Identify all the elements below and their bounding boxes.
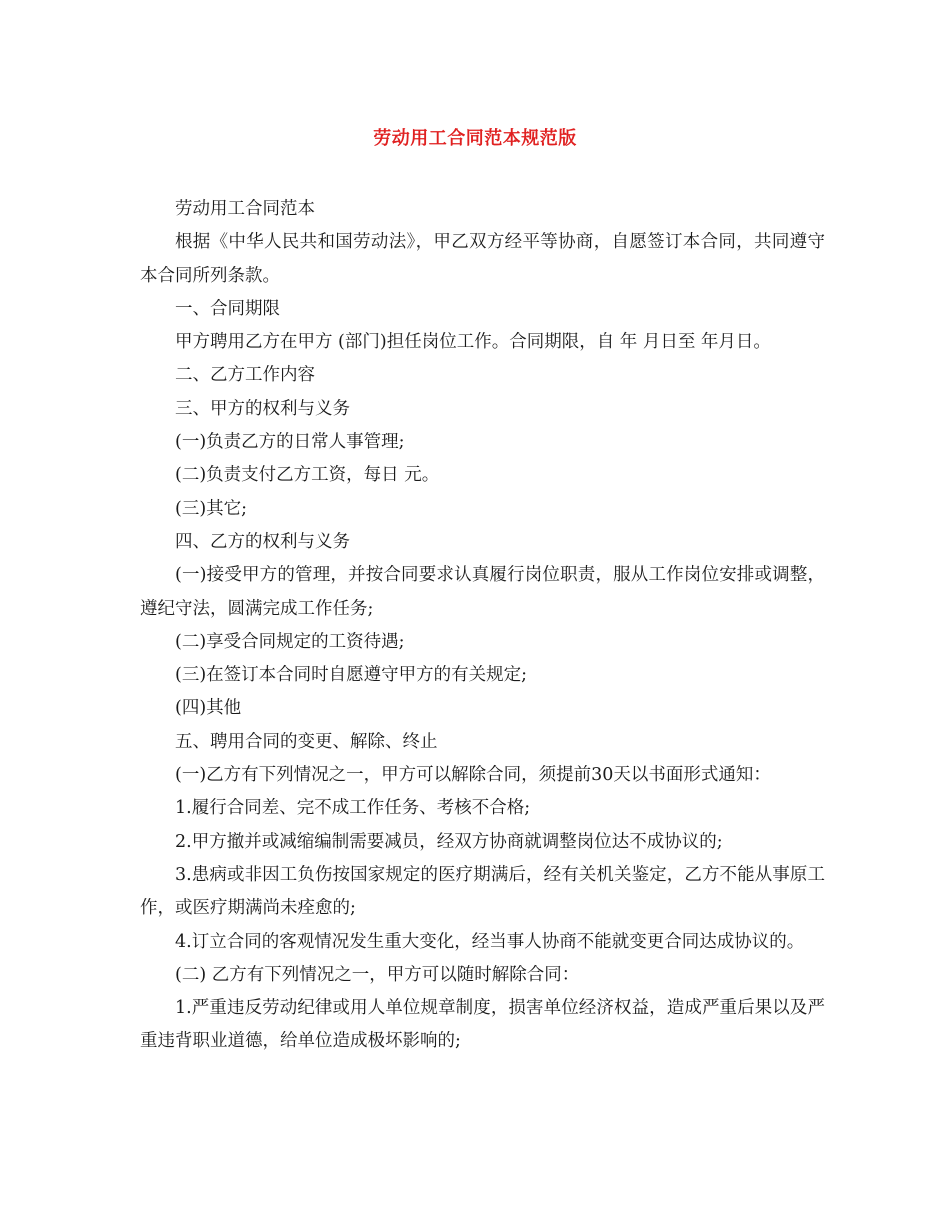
- list-item: 2.甲方撤并或减缩编制需要减员，经双方协商就调整岗位达不成协议的;: [175, 831, 723, 852]
- document-title: 劳动用工合同范本规范版: [373, 128, 577, 149]
- preamble-paragraph: 根据《中华人民共和国劳动法》，甲乙双方经平等协商，自愿签订本合同，共同遵守本合同所列条款。: [140, 232, 825, 286]
- section-heading-work-content: 二、乙方工作内容: [175, 365, 315, 386]
- document-body: [140, 193, 825, 1059]
- list-item: 1.严重违反劳动纪律或用人单位规章制度，损害单位经济权益，造成严重后果以及严重违背职业道德，给单位造成极坏影响的;: [140, 998, 825, 1052]
- clause-paragraph: (一)负责乙方的日常人事管理;: [175, 432, 405, 453]
- clause-paragraph: (四)其他: [175, 698, 242, 719]
- section-heading-term: 一、合同期限: [175, 298, 280, 319]
- subtitle-paragraph: 劳动用工合同范本: [175, 199, 315, 219]
- term-paragraph: 甲方聘用乙方在甲方 (部门)担任岗位工作。合同期限，自 年 月日至 年月日。: [175, 332, 771, 353]
- list-item: 1.履行合同差、完不成工作任务、考核不合格;: [175, 798, 531, 819]
- section-heading-party-a-rights: 三、甲方的权利与义务: [175, 398, 350, 419]
- clause-paragraph: (二)享受合同规定的工资待遇;: [175, 631, 405, 652]
- clause-paragraph: (三)在签订本合同时自愿遵守甲方的有关规定;: [175, 665, 528, 686]
- clause-paragraph: (二) 乙方有下列情况之一，甲方可以随时解除合同：: [175, 964, 580, 985]
- clause-paragraph: (二)负责支付乙方工资，每日 元。: [175, 465, 440, 486]
- clause-paragraph: (三)其它;: [175, 498, 248, 519]
- list-item: 3.患病或非因工负伤按国家规定的医疗期满后，经有关机关鉴定，乙方不能从事原工作，或医疗期满尚未痊愈的;: [140, 864, 825, 919]
- section-heading-change-termination: 五、聘用合同的变更、解除、终止: [175, 731, 438, 752]
- section-heading-party-b-rights: 四、乙方的权利与义务: [175, 531, 350, 552]
- clause-paragraph: (一)乙方有下列情况之一，甲方可以解除合同，须提前30天以书面形式通知：: [175, 765, 771, 786]
- list-item: 4.订立合同的客观情况发生重大变化，经当事人协商不能就变更合同达成协议的。: [175, 931, 805, 952]
- clause-paragraph: (一)接受甲方的管理，并按合同要求认真履行岗位职责，服从工作岗位安排或调整，遵纪守法，圆满完成工作任务;: [140, 565, 825, 619]
